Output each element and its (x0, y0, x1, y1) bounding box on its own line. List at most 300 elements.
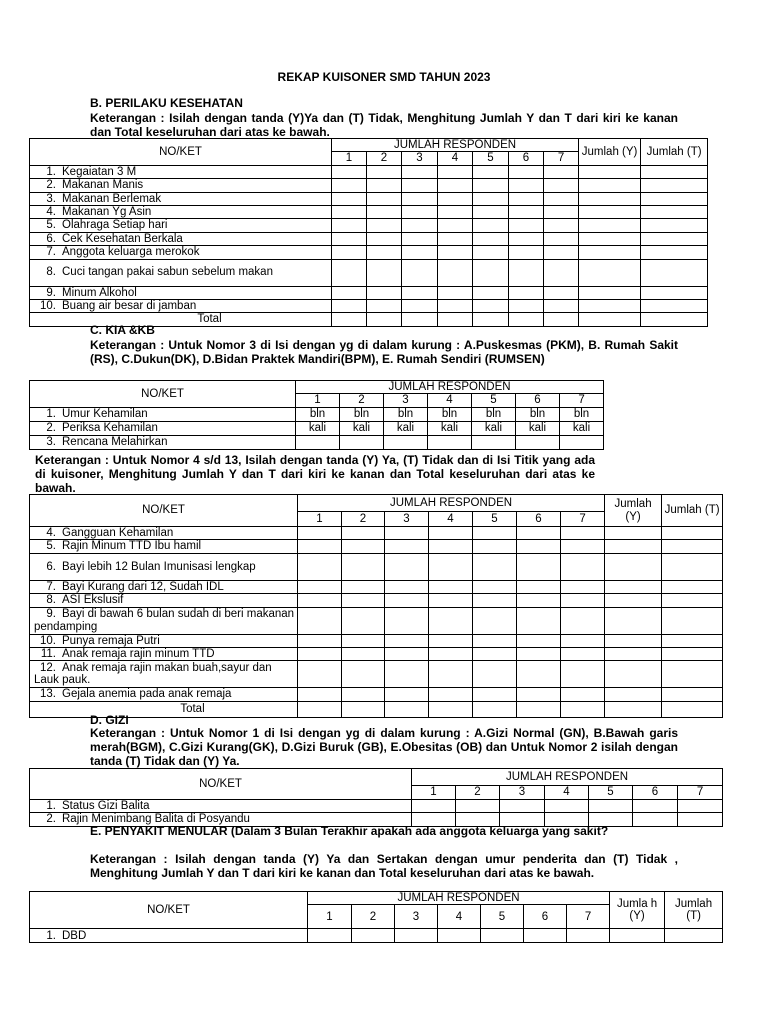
answer-cell[interactable] (367, 300, 402, 313)
answer-cell[interactable] (561, 553, 605, 580)
answer-cell[interactable] (402, 259, 438, 286)
answer-cell[interactable] (605, 688, 662, 701)
answer-cell[interactable] (385, 634, 429, 647)
table-row (30, 219, 708, 232)
answer-cell[interactable] (509, 179, 544, 192)
answer-cell[interactable] (385, 594, 429, 607)
answer-cell[interactable] (561, 607, 605, 634)
answer-cell[interactable] (509, 192, 544, 205)
item-label (30, 607, 298, 634)
answer-cell[interactable] (367, 192, 402, 205)
answer-cell[interactable] (298, 607, 342, 634)
answer-cell[interactable] (367, 179, 402, 192)
answer-cell[interactable] (384, 435, 428, 449)
item-text: Minum Alkohol (62, 286, 137, 299)
item-number: 11. (40, 648, 56, 661)
answer-cell[interactable] (332, 300, 367, 313)
answer-cell[interactable]: bln (472, 407, 516, 421)
item-number: 4. (46, 527, 56, 539)
answer-cell[interactable] (402, 246, 438, 259)
answer-cell[interactable] (342, 648, 385, 661)
answer-cell[interactable] (561, 688, 605, 701)
answer-cell[interactable] (342, 540, 385, 553)
item-text: ASI Ekslusif (62, 594, 124, 607)
answer-cell[interactable] (544, 246, 579, 259)
answer-cell[interactable] (605, 580, 662, 593)
answer-cell[interactable]: bln (560, 407, 604, 421)
answer-cell[interactable] (395, 929, 438, 943)
answer-cell[interactable] (517, 661, 561, 688)
table-row (30, 232, 708, 245)
answer-cell[interactable] (641, 300, 708, 313)
answer-cell[interactable] (385, 607, 429, 634)
table-row (30, 527, 723, 540)
column-number: 3 (385, 512, 429, 527)
header-jumlah-responden: JUMLAH RESPONDEN (308, 892, 610, 905)
answer-cell[interactable] (605, 553, 662, 580)
column-number: 4 (438, 152, 473, 165)
section-d-note: Keterangan : Untuk Nomor 1 di Isi dengan yg di dalam kurung : A.Gizi Normal (GN), B.Bawah garis merah(BGM), C.Gizi Kurang(GK), D.Gizi Buruk (GB), E.Obesitas (OB) dan Untuk Nomor 2 isilah dengan tanda (T) Tidak dan (Y) Ya. (90, 726, 678, 769)
answer-cell[interactable] (605, 661, 662, 688)
answer-cell[interactable] (561, 661, 605, 688)
column-number: 5 (473, 512, 517, 527)
table-kia-umur (29, 380, 604, 450)
answer-cell[interactable] (641, 286, 708, 299)
answer-cell[interactable] (544, 206, 579, 219)
item-label (30, 800, 412, 813)
item-label (30, 634, 298, 647)
answer-cell[interactable] (579, 259, 641, 286)
answer-cell[interactable]: kali (296, 421, 340, 435)
answer-cell[interactable] (473, 648, 517, 661)
answer-cell[interactable] (473, 286, 509, 299)
answer-cell[interactable] (561, 594, 605, 607)
answer-cell[interactable] (509, 219, 544, 232)
answer-cell[interactable] (473, 594, 517, 607)
answer-cell[interactable] (429, 634, 473, 647)
answer-cell[interactable] (429, 688, 473, 701)
answer-cell[interactable] (544, 259, 579, 286)
header-jumlah-y: Jumla h (Y) (610, 892, 665, 929)
answer-cell[interactable] (472, 435, 516, 449)
answer-cell[interactable] (605, 594, 662, 607)
answer-cell[interactable] (605, 648, 662, 661)
answer-cell[interactable] (332, 206, 367, 219)
answer-cell[interactable] (517, 607, 561, 634)
item-number: 5. (46, 540, 56, 553)
answer-cell[interactable] (641, 192, 708, 205)
answer-cell[interactable] (298, 634, 342, 647)
answer-cell[interactable] (429, 580, 473, 593)
item-number: 10. (40, 300, 56, 313)
answer-cell[interactable] (662, 648, 723, 661)
answer-cell[interactable] (509, 165, 544, 178)
table-penyakit-menular (29, 891, 723, 943)
item-label (30, 206, 332, 219)
answer-cell[interactable] (605, 607, 662, 634)
answer-cell[interactable] (473, 246, 509, 259)
item-text: Status Gizi Balita (62, 800, 150, 812)
answer-cell[interactable] (473, 580, 517, 593)
answer-cell[interactable]: kali (384, 421, 428, 435)
answer-cell[interactable] (662, 580, 723, 593)
answer-cell[interactable] (438, 179, 473, 192)
answer-cell[interactable] (332, 192, 367, 205)
answer-cell[interactable] (402, 300, 438, 313)
answer-cell[interactable] (544, 165, 579, 178)
answer-cell[interactable] (579, 300, 641, 313)
answer-cell[interactable] (509, 300, 544, 313)
answer-cell[interactable]: bln (428, 407, 472, 421)
answer-cell[interactable] (524, 929, 567, 943)
table-row (30, 246, 708, 259)
answer-cell[interactable] (298, 594, 342, 607)
item-number: 1. (46, 408, 56, 421)
table-row (30, 800, 723, 813)
item-label (30, 192, 332, 205)
item-number: 13. (40, 688, 56, 701)
item-label (30, 232, 332, 245)
column-number: 2 (367, 152, 402, 165)
answer-cell[interactable]: bln (516, 407, 560, 421)
answer-cell[interactable] (298, 527, 342, 540)
answer-cell[interactable] (352, 929, 395, 943)
item-number: 9. (46, 286, 56, 299)
answer-cell[interactable] (517, 594, 561, 607)
answer-cell[interactable] (545, 800, 589, 813)
answer-cell[interactable] (342, 661, 385, 688)
answer-cell[interactable] (385, 661, 429, 688)
answer-cell[interactable] (579, 165, 641, 178)
item-text: Rencana Melahirkan (62, 436, 168, 449)
answer-cell[interactable] (298, 553, 342, 580)
answer-cell[interactable] (473, 300, 509, 313)
item-text: Makanan Manis (62, 179, 144, 192)
answer-cell[interactable] (641, 246, 708, 259)
answer-cell[interactable] (641, 206, 708, 219)
answer-cell[interactable] (342, 688, 385, 701)
answer-cell[interactable] (473, 232, 509, 245)
answer-cell[interactable] (402, 286, 438, 299)
item-text: Olahraga Setiap hari (62, 219, 168, 232)
answer-cell[interactable] (367, 246, 402, 259)
header-no-ket: NO/KET (30, 495, 298, 527)
answer-cell[interactable]: kali (472, 421, 516, 435)
answer-cell[interactable] (579, 232, 641, 245)
answer-cell[interactable] (438, 219, 473, 232)
answer-cell[interactable] (509, 232, 544, 245)
table-row (30, 661, 723, 688)
answer-cell[interactable] (438, 206, 473, 219)
answer-cell[interactable]: bln (296, 407, 340, 421)
answer-cell[interactable] (402, 232, 438, 245)
column-number: 6 (516, 394, 560, 407)
item-number: 7. (46, 246, 56, 259)
answer-cell[interactable] (641, 219, 708, 232)
column-number: 2 (342, 512, 385, 527)
table-row (30, 594, 723, 607)
item-text: Makanan Berlemak (62, 192, 162, 205)
answer-cell[interactable] (332, 286, 367, 299)
total-label: Total (30, 701, 298, 717)
answer-cell[interactable] (544, 232, 579, 245)
answer-cell[interactable] (429, 540, 473, 553)
answer-cell[interactable] (473, 192, 509, 205)
answer-cell[interactable] (367, 259, 402, 286)
answer-cell[interactable] (605, 634, 662, 647)
answer-cell[interactable] (544, 192, 579, 205)
answer-cell[interactable] (516, 435, 560, 449)
item-number: 3. (46, 436, 56, 449)
table-row (30, 580, 723, 593)
answer-cell[interactable] (605, 540, 662, 553)
answer-cell[interactable] (438, 232, 473, 245)
answer-cell[interactable] (579, 219, 641, 232)
table-row (30, 300, 708, 313)
answer-cell[interactable] (509, 246, 544, 259)
answer-cell[interactable] (342, 607, 385, 634)
header-no-ket: NO/KET (30, 381, 296, 408)
answer-cell[interactable] (473, 661, 517, 688)
answer-cell[interactable] (561, 540, 605, 553)
answer-cell[interactable] (332, 179, 367, 192)
item-number: 12. (40, 662, 56, 675)
answer-cell[interactable] (385, 553, 429, 580)
answer-cell[interactable] (517, 648, 561, 661)
column-number: 2 (456, 786, 500, 800)
answer-cell[interactable] (473, 634, 517, 647)
answer-cell[interactable] (509, 286, 544, 299)
answer-cell[interactable] (298, 540, 342, 553)
answer-cell[interactable] (473, 688, 517, 701)
answer-cell[interactable] (438, 286, 473, 299)
answer-cell[interactable] (296, 435, 340, 449)
answer-cell[interactable] (385, 540, 429, 553)
answer-cell[interactable] (517, 634, 561, 647)
table-row (30, 553, 723, 580)
item-number: 2. (46, 179, 56, 192)
column-number: 1 (412, 786, 456, 800)
answer-cell[interactable] (641, 179, 708, 192)
header-jumlah-responden: JUMLAH RESPONDEN (298, 495, 605, 512)
answer-cell[interactable] (438, 246, 473, 259)
answer-cell[interactable] (517, 540, 561, 553)
item-number: 9. (46, 608, 56, 621)
header-jumlah-responden: JUMLAH RESPONDEN (412, 769, 723, 786)
answer-cell[interactable] (633, 800, 678, 813)
answer-cell[interactable] (473, 607, 517, 634)
answer-cell[interactable] (438, 929, 481, 943)
answer-cell[interactable] (641, 259, 708, 286)
table-row (30, 192, 708, 205)
answer-cell[interactable] (517, 688, 561, 701)
answer-cell[interactable] (509, 259, 544, 286)
answer-cell[interactable] (473, 259, 509, 286)
column-number: 3 (500, 786, 545, 800)
answer-cell[interactable] (579, 192, 641, 205)
answer-cell[interactable] (473, 206, 509, 219)
answer-cell[interactable] (298, 648, 342, 661)
answer-cell[interactable] (561, 634, 605, 647)
answer-cell[interactable] (429, 661, 473, 688)
item-text: Rajin Menimbang Balita di Posyandu (62, 813, 250, 826)
answer-cell[interactable] (561, 527, 605, 540)
answer-cell[interactable] (342, 553, 385, 580)
answer-cell[interactable] (298, 688, 342, 701)
answer-cell[interactable] (579, 179, 641, 192)
answer-cell[interactable] (544, 179, 579, 192)
item-label (30, 246, 332, 259)
answer-cell[interactable] (473, 165, 509, 178)
answer-cell[interactable] (402, 192, 438, 205)
answer-cell[interactable] (402, 206, 438, 219)
answer-cell[interactable] (429, 648, 473, 661)
answer-cell[interactable] (367, 206, 402, 219)
item-number: 6. (46, 560, 56, 573)
answer-cell[interactable] (402, 179, 438, 192)
answer-cell[interactable] (340, 435, 384, 449)
answer-cell[interactable] (367, 165, 402, 178)
answer-cell[interactable] (332, 219, 367, 232)
answer-cell[interactable] (662, 553, 723, 580)
answer-cell[interactable] (517, 580, 561, 593)
item-text: Umur Kehamilan (62, 408, 148, 421)
answer-cell[interactable] (605, 527, 662, 540)
answer-cell[interactable] (662, 634, 723, 647)
item-label (30, 527, 298, 540)
answer-cell[interactable] (402, 219, 438, 232)
answer-cell[interactable] (332, 246, 367, 259)
answer-cell[interactable] (402, 165, 438, 178)
answer-cell[interactable] (544, 286, 579, 299)
answer-cell[interactable] (438, 300, 473, 313)
table-row (30, 179, 708, 192)
header-jumlah-responden: JUMLAH RESPONDEN (332, 139, 579, 152)
answer-cell[interactable] (385, 527, 429, 540)
answer-cell[interactable] (662, 661, 723, 688)
answer-cell[interactable] (544, 300, 579, 313)
answer-cell[interactable] (589, 800, 633, 813)
answer-cell[interactable] (561, 648, 605, 661)
header-no-ket: NO/KET (30, 769, 412, 800)
answer-cell[interactable] (473, 219, 509, 232)
answer-cell[interactable] (579, 206, 641, 219)
answer-cell[interactable]: bln (340, 407, 384, 421)
answer-cell[interactable] (473, 553, 517, 580)
answer-cell[interactable] (367, 286, 402, 299)
item-label (30, 929, 308, 943)
column-number: 4 (429, 512, 473, 527)
answer-cell[interactable] (517, 553, 561, 580)
section-e-note: Keterangan : Isilah dengan tanda (Y) Ya dan Sertakan dengan umur penderita dan (T) Tidak , Menghitung Jumlah Y dan T dari kiri ke kanan dan Total keseluruhan dari atas ke bawah. (90, 852, 678, 881)
answer-cell[interactable] (342, 634, 385, 647)
answer-cell[interactable] (641, 232, 708, 245)
item-label (30, 407, 296, 421)
answer-cell[interactable]: bln (384, 407, 428, 421)
answer-cell[interactable] (579, 286, 641, 299)
answer-cell[interactable] (517, 527, 561, 540)
column-number: 7 (567, 905, 610, 929)
answer-cell[interactable] (438, 192, 473, 205)
item-number: 6. (46, 232, 56, 245)
answer-cell[interactable] (473, 527, 517, 540)
answer-cell[interactable] (367, 232, 402, 245)
answer-cell[interactable] (298, 661, 342, 688)
item-label (30, 648, 298, 661)
answer-cell[interactable]: kali (340, 421, 384, 435)
answer-cell[interactable] (332, 232, 367, 245)
answer-cell[interactable] (610, 929, 665, 943)
answer-cell[interactable] (641, 165, 708, 178)
column-number: 5 (473, 152, 509, 165)
answer-cell[interactable] (342, 594, 385, 607)
answer-cell[interactable] (662, 540, 723, 553)
answer-cell[interactable] (561, 580, 605, 593)
answer-cell[interactable] (429, 594, 473, 607)
answer-cell[interactable] (332, 165, 367, 178)
item-number: 4. (46, 206, 56, 219)
header-jumlah-y: Jumlah (Y) (605, 495, 662, 527)
answer-cell[interactable] (412, 800, 456, 813)
answer-cell[interactable] (500, 800, 545, 813)
answer-cell[interactable] (579, 246, 641, 259)
answer-cell[interactable] (662, 607, 723, 634)
answer-cell[interactable] (665, 929, 723, 943)
answer-cell[interactable] (560, 435, 604, 449)
answer-cell[interactable] (367, 219, 402, 232)
answer-cell[interactable] (662, 688, 723, 701)
answer-cell[interactable] (481, 929, 524, 943)
answer-cell[interactable] (509, 206, 544, 219)
section-e-heading: E. PENYAKIT MENULAR (Dalam 3 Bulan Terakhir apakah ada anggota keluarga yang sakit? (90, 824, 609, 838)
answer-cell[interactable] (429, 527, 473, 540)
answer-cell[interactable] (342, 527, 385, 540)
header-jumlah-t: Jumlah (T) (641, 139, 708, 166)
answer-cell[interactable]: kali (560, 421, 604, 435)
answer-cell[interactable]: kali (428, 421, 472, 435)
answer-cell[interactable] (567, 929, 610, 943)
answer-cell[interactable] (385, 648, 429, 661)
section-c-note-2: Keterangan : Untuk Nomor 4 s/d 13, Isilah dengan tanda (Y) Ya, (T) Tidak dan di Isi Titik yang ada di kuisoner, Menghitung Jumlah Y dan T dari kiri ke kanan dan Total keseluruhan dari atas ke bawah. (35, 453, 595, 496)
answer-cell[interactable] (385, 580, 429, 593)
column-number: 3 (395, 905, 438, 929)
answer-cell[interactable] (678, 800, 723, 813)
answer-cell[interactable] (473, 540, 517, 553)
answer-cell[interactable] (544, 219, 579, 232)
column-number: 5 (481, 905, 524, 929)
answer-cell[interactable] (473, 179, 509, 192)
answer-cell[interactable] (662, 527, 723, 540)
answer-cell[interactable] (662, 594, 723, 607)
answer-cell[interactable]: kali (516, 421, 560, 435)
item-label (30, 580, 298, 593)
answer-cell[interactable] (429, 553, 473, 580)
answer-cell[interactable] (678, 813, 723, 826)
answer-cell[interactable] (332, 259, 367, 286)
answer-cell[interactable] (308, 929, 352, 943)
answer-cell[interactable] (438, 259, 473, 286)
item-text: Rajin Minum TTD Ibu hamil (62, 540, 202, 553)
answer-cell[interactable] (429, 607, 473, 634)
item-text: Cek Kesehatan Berkala (62, 232, 183, 245)
answer-cell[interactable] (428, 435, 472, 449)
answer-cell[interactable] (342, 580, 385, 593)
answer-cell[interactable] (456, 800, 500, 813)
answer-cell[interactable] (385, 688, 429, 701)
answer-cell[interactable] (298, 580, 342, 593)
item-label (30, 661, 298, 688)
answer-cell[interactable] (438, 165, 473, 178)
